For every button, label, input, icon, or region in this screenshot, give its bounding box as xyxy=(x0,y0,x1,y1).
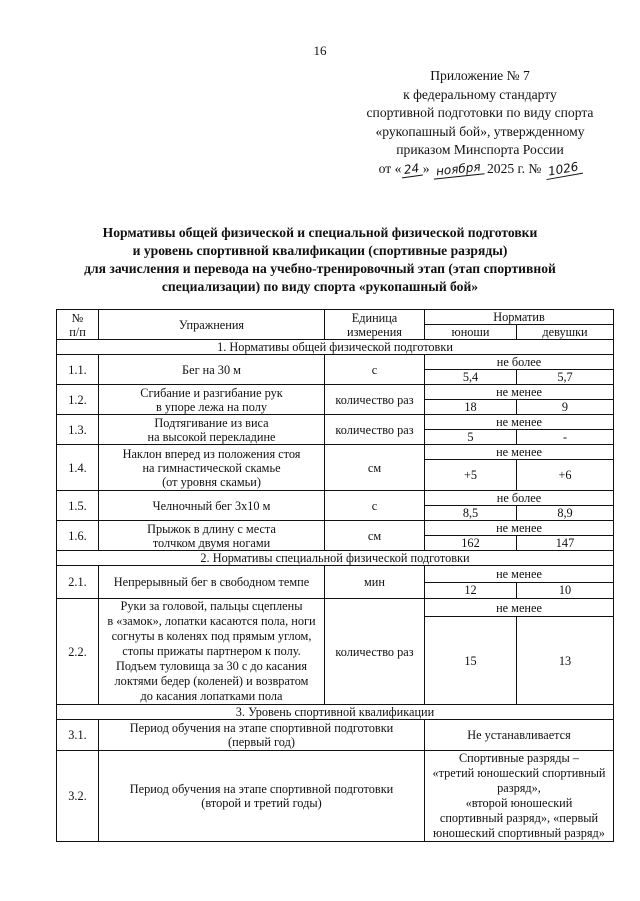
table-row xyxy=(57,720,614,751)
title-line-2: и уровень спортивной квалификации (спортивные разряды) xyxy=(132,243,508,258)
header-girls: девушки xyxy=(517,325,614,340)
row-value-boys: 18 xyxy=(425,400,517,415)
row-value-boys: 12 xyxy=(425,582,517,599)
appendix-line-3: спортивной подготовки по виду спорта xyxy=(366,105,594,120)
row-number: 1.2. xyxy=(57,385,99,415)
row-number: 1.1. xyxy=(57,355,99,385)
table-row xyxy=(57,445,614,460)
row-exercise: Бег на 30 м xyxy=(99,355,325,385)
header-unit: Единица измерения xyxy=(325,310,425,340)
header-boys: юноши xyxy=(425,325,517,340)
row-value-boys: 15 xyxy=(425,617,517,705)
row-number: 1.5. xyxy=(57,491,99,521)
row-exercise: Подтягивание из виса на высокой перекладине xyxy=(99,415,325,445)
appendix-header xyxy=(330,67,630,178)
row-qualification: Спортивные разряды – «третий юношеский спортивный разряд», «второй юношеский спортивный разряд», «первый юношеский спортивный разряд» xyxy=(425,751,614,842)
table-header-row xyxy=(57,310,614,325)
header-norm: Норматив xyxy=(425,310,614,325)
row-value-girls: 8,9 xyxy=(517,506,614,521)
row-value-boys: 5,4 xyxy=(425,370,517,385)
row-unit: количество раз xyxy=(325,385,425,415)
standards-table xyxy=(56,309,614,842)
table-row xyxy=(57,751,614,842)
row-unit: см xyxy=(325,445,425,491)
section-row xyxy=(57,340,614,355)
handwritten-day: 24 xyxy=(400,160,423,178)
section-3-heading: 3. Уровень спортивной квалификации xyxy=(57,705,614,720)
row-unit: мин xyxy=(325,566,425,599)
row-number: 1.6. xyxy=(57,521,99,551)
appendix-line-5: приказом Минспорта России xyxy=(396,142,564,157)
date-prefix: от « xyxy=(378,160,402,176)
header-number: № п/п xyxy=(57,310,99,340)
row-value-girls: +6 xyxy=(517,460,614,491)
row-value-boys: 8,5 xyxy=(425,506,517,521)
handwritten-order-number: 1026 xyxy=(544,158,583,179)
row-number: 2.2. xyxy=(57,599,99,705)
section-row xyxy=(57,551,614,566)
row-condition: не менее xyxy=(425,385,614,400)
row-value-girls: 13 xyxy=(517,617,614,705)
row-unit: см xyxy=(325,521,425,551)
row-value-girls: 5,7 xyxy=(517,370,614,385)
row-unit: количество раз xyxy=(325,599,425,705)
row-exercise: Наклон вперед из положения стоя на гимнастической скамье (от уровня скамьи) xyxy=(99,445,325,491)
table-row xyxy=(57,491,614,506)
row-exercise: Прыжок в длину с места толчком двумя ногами xyxy=(99,521,325,551)
table-row xyxy=(57,566,614,583)
page-number: 16 xyxy=(313,43,327,58)
row-condition: не менее xyxy=(425,566,614,583)
row-number: 1.4. xyxy=(57,445,99,491)
row-unit: с xyxy=(325,355,425,385)
row-unit: с xyxy=(325,491,425,521)
row-exercise: Руки за головой, пальцы сцеплены в «замок», лопатки касаются пола, ноги согнуты в коленях под прямым углом, стопы прижаты партнером к полу. Подъем туловища за 30 с до касания локтями бедер (коленей) и возвратом до касания лопатками пола xyxy=(99,599,325,705)
table-row xyxy=(57,521,614,536)
section-1-heading: 1. Нормативы общей физической подготовки xyxy=(57,340,614,355)
row-number: 3.2. xyxy=(57,751,99,842)
title-line-4: специализации) по виду спорта «рукопашный бой» xyxy=(161,279,479,294)
row-value-girls: 147 xyxy=(517,536,614,551)
header-exercise: Упражнения xyxy=(99,310,325,340)
table-row xyxy=(57,415,614,430)
section-2-heading: 2. Нормативы специальной физической подготовки xyxy=(57,551,614,566)
table-row xyxy=(57,385,614,400)
date-year: 2025 г. № xyxy=(486,160,542,176)
appendix-date-line xyxy=(330,160,630,179)
appendix-line-1: Приложение № 7 xyxy=(430,68,530,83)
section-row xyxy=(57,705,614,720)
row-value-boys: +5 xyxy=(425,460,517,491)
appendix-line-2: к федеральному стандарту xyxy=(403,86,557,102)
table-row xyxy=(57,355,614,370)
row-exercise: Непрерывный бег в свободном темпе xyxy=(99,566,325,599)
row-exercise: Период обучения на этапе спортивной подготовки (первый год) xyxy=(99,720,425,751)
handwritten-month: ноября xyxy=(432,159,484,179)
title-line-3: для зачисления и перевода на учебно-тренировочный этап (этап спортивной xyxy=(84,261,556,276)
row-condition: не более xyxy=(425,491,614,506)
row-qualification: Не устанавливается xyxy=(425,720,614,751)
row-unit: количество раз xyxy=(325,415,425,445)
title-line-1: Нормативы общей физической и специальной физической подготовки xyxy=(102,225,538,240)
row-number: 1.3. xyxy=(57,415,99,445)
row-value-girls: - xyxy=(517,430,614,445)
row-exercise: Период обучения на этапе спортивной подготовки (второй и третий годы) xyxy=(99,751,425,842)
row-exercise: Челночный бег 3x10 м xyxy=(99,491,325,521)
table-row xyxy=(57,599,614,617)
row-value-boys: 5 xyxy=(425,430,517,445)
appendix-line-4: «рукопашный бой», утвержденному xyxy=(375,123,585,139)
row-value-boys: 162 xyxy=(425,536,517,551)
row-condition: не более xyxy=(425,355,614,370)
row-condition: не менее xyxy=(425,415,614,430)
row-value-girls: 10 xyxy=(517,582,614,599)
row-exercise: Сгибание и разгибание рук в упоре лежа на полу xyxy=(99,385,325,415)
row-condition: не менее xyxy=(425,521,614,536)
row-value-girls: 9 xyxy=(517,400,614,415)
date-separator: » xyxy=(422,160,430,176)
row-number: 2.1. xyxy=(57,566,99,599)
row-number: 3.1. xyxy=(57,720,99,751)
document-title xyxy=(0,224,640,296)
row-condition: не менее xyxy=(425,599,614,617)
row-condition: не менее xyxy=(425,445,614,460)
